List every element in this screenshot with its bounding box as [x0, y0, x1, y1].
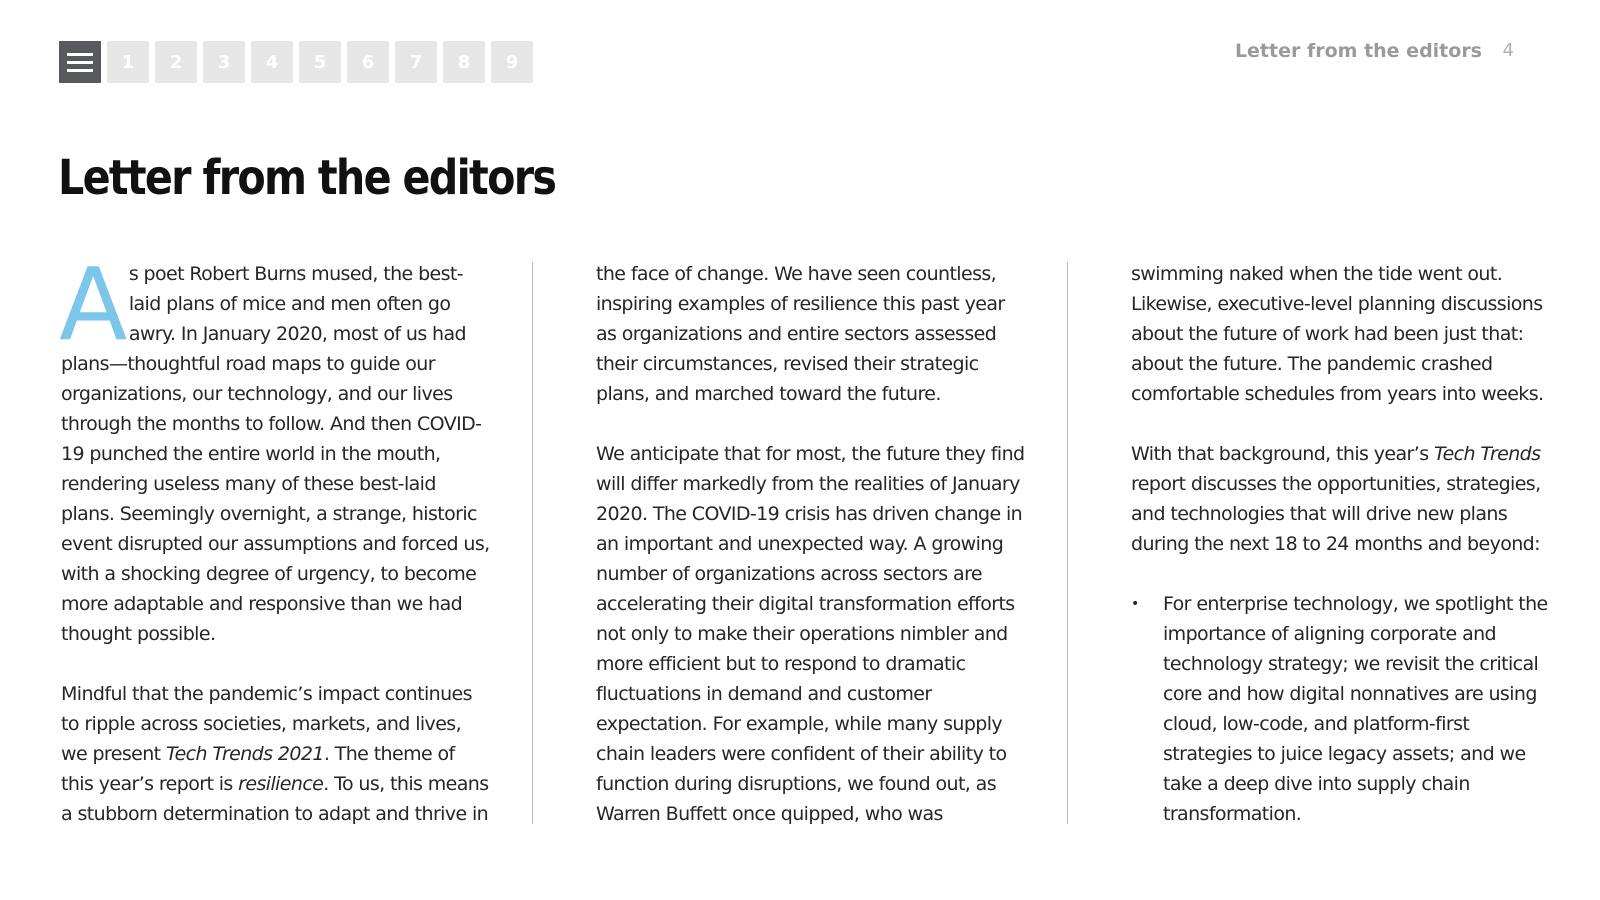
article-column-1: [59, 246, 491, 859]
report-title: Tech Trends 2021: [165, 743, 324, 765]
column-divider: [532, 262, 533, 824]
article-column-2: [596, 259, 1026, 859]
report-title: Tech Trends: [1433, 443, 1541, 465]
running-header-title[interactable]: Letter from the editors: [1234, 40, 1482, 62]
page-button-1[interactable]: 1: [107, 41, 149, 83]
paragraph-text: report discusses the opportunities, strategies, and technologies that will drive new plans during the next 18 to 24 months and beyond:: [1131, 473, 1541, 555]
bullet-icon: •: [1131, 596, 1139, 612]
page-navigation: [59, 41, 533, 83]
page-button-4[interactable]: 4: [251, 41, 293, 83]
page-button-5[interactable]: 5: [299, 41, 341, 83]
list-item: [1131, 589, 1551, 829]
paragraph-text: Mindful that the pandemic’s impact continues to ripple across societies, markets, and lives, we present: [61, 683, 472, 765]
page-button-6[interactable]: 6: [347, 41, 389, 83]
article-column-3: [1131, 259, 1551, 829]
menu-icon[interactable]: [59, 41, 101, 83]
paragraph: [61, 679, 491, 829]
paragraph: swimming naked when the tide went out. Likewise, executive-level planning discussions about the future of work had been just that: about the future. The pandemic crashed comfortable schedules from years into weeks.: [1131, 263, 1544, 405]
column-divider: [1067, 262, 1068, 824]
bullet-list: [1131, 589, 1551, 829]
page-button-9[interactable]: 9: [491, 41, 533, 83]
paragraph: the face of change. We have seen countless, inspiring examples of resilience this past year as organizations and entire sectors assessed their circumstances, revised their strategic plans, and marched toward the future.: [596, 263, 1005, 405]
menu-icon-bar: [67, 61, 93, 64]
page-button-3[interactable]: 3: [203, 41, 245, 83]
paragraph-text: . The theme of this year’s report is: [61, 743, 455, 795]
menu-icon-bar: [67, 69, 93, 72]
menu-icon-bar: [67, 53, 93, 56]
paragraph-text: s poet Robert Burns mused, the best-laid plans of mice and men often go awry. In January 2020, most of us had plans—thoughtful road maps to guide our organizations, our technology, and our lives through the months to follow. And then COVID-19 punched the entire world in the mouth, rendering useless many of these best-laid plans. Seemingly overnight, a strange, historic event disrupted our assumptions and forced us, with a shocking degree of urgency, to become more adaptable and responsive than we had thought possible.: [61, 263, 490, 645]
paragraph: [59, 246, 491, 649]
paragraph: We anticipate that for most, the future they find will differ markedly from the realities of January 2020. The COVID-19 crisis has driven change in an important and unexpected way. A growing number of organizations across sectors are accelerating their digital transformation efforts not only to make their operations nimbler and more efficient but to respond to dramatic fluctuations in demand and customer expectation. For example, while many supply chain leaders were confident of their ability to function during disruptions, we found out, as Warren Buffett once quipped, who was: [596, 443, 1025, 825]
paragraph-text: With that background, this year’s: [1131, 443, 1434, 465]
paragraph: [1131, 439, 1551, 559]
list-item-text: For enterprise technology, we spotlight the importance of aligning corporate and technology strategy; we revisit the critical core and how digital nonnatives are using cloud, low-code, and platform-first strategies to juice legacy assets; and we take a deep dive into supply chain transformation.: [1163, 593, 1548, 825]
page-number: 4: [1502, 40, 1514, 61]
drop-cap: A: [59, 246, 127, 363]
page-button-7[interactable]: 7: [395, 41, 437, 83]
page-button-8[interactable]: 8: [443, 41, 485, 83]
paragraph-text: . To us, this means a stubborn determination to adapt and thrive in: [61, 773, 489, 825]
page-button-2[interactable]: 2: [155, 41, 197, 83]
theme-word: resilience: [238, 773, 324, 795]
page-title: Letter from the editors: [58, 150, 556, 206]
